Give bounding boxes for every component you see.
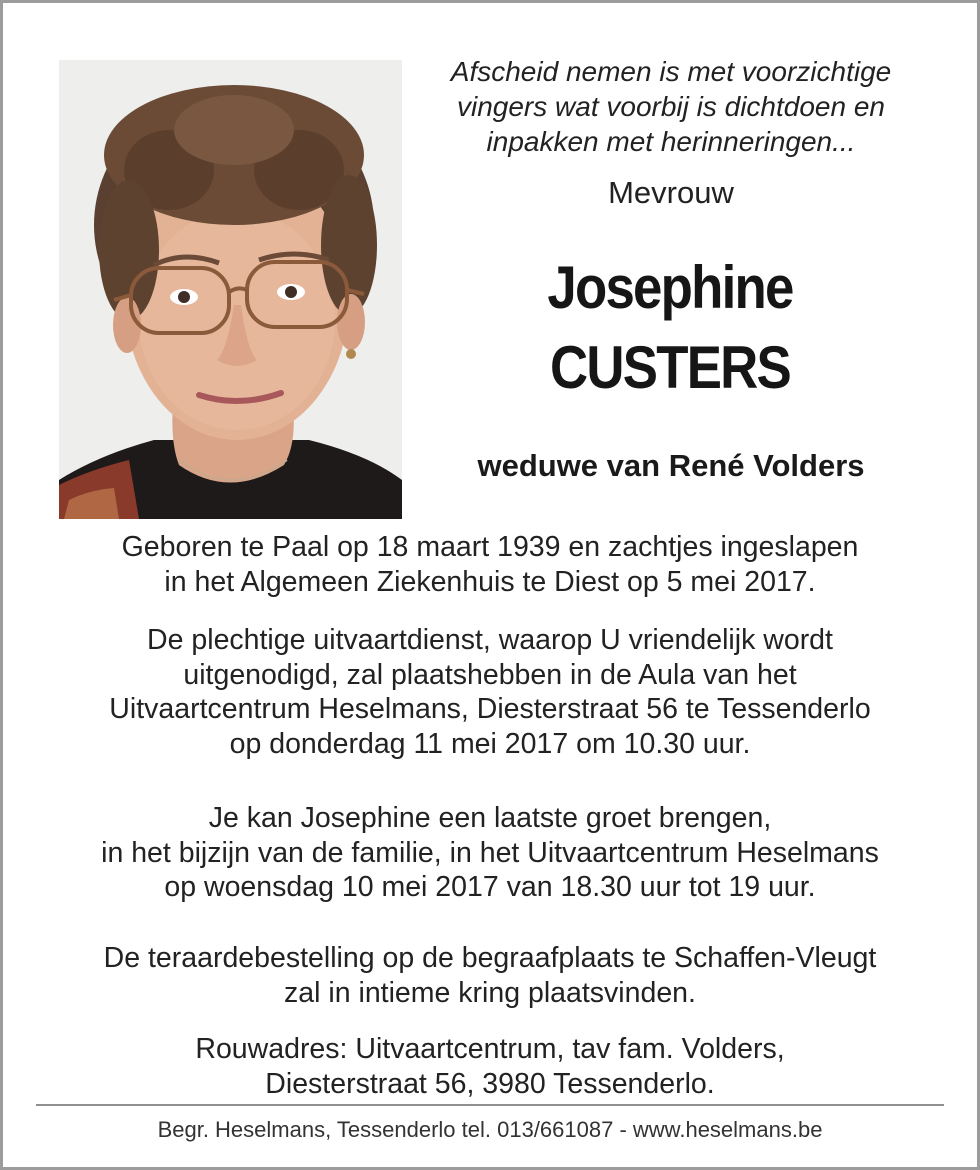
quote-line: vingers wat voorbij is dichtdoen en — [456, 91, 885, 122]
portrait-photo — [59, 60, 402, 519]
paragraph-line: in het Algemeen Ziekenhuis te Diest op 5 mei 2017. — [164, 565, 816, 598]
paragraph-line: Rouwadres: Uitvaartcentrum, tav fam. Volders, — [195, 1033, 785, 1065]
paragraph-line: De plechtige uitvaartdienst, waarop U vriendelijk wordt — [147, 624, 833, 656]
paragraph-line: op woensdag 10 mei 2017 van 18.30 uur tot 19 uur. — [164, 871, 816, 903]
funeral-service-paragraph — [30, 623, 950, 761]
paragraph-line: De teraardebestelling op de begraafplaats te Schaffen-Vleugt — [103, 942, 877, 974]
paragraph-line: in het bijzijn van de familie, in het Uitvaartcentrum Heselmans — [101, 836, 879, 869]
funeral-home-footer: Begr. Heselmans, Tessenderlo tel. 013/661087 - www.heselmans.be — [157, 1117, 823, 1142]
quote-line: inpakken met herinneringen... — [486, 126, 856, 157]
paragraph-line: Diesterstraat 56, 3980 Tessenderlo. — [265, 1067, 715, 1100]
mourning-address-paragraph — [30, 1032, 950, 1101]
birth-death-paragraph — [30, 530, 950, 599]
paragraph-line: uitgenodigd, zal plaatshebben in de Aula van het — [183, 658, 797, 691]
burial-paragraph — [30, 941, 950, 1010]
quote-line: Afscheid nemen is met voorzichtige — [450, 56, 892, 87]
last-name: CUSTERS — [550, 334, 790, 401]
spouse-line: weduwe van René Volders — [477, 448, 865, 483]
visitation-paragraph — [30, 801, 950, 905]
first-name: Josephine — [547, 254, 793, 321]
paragraph-line: Geboren te Paal op 18 maart 1939 en zachtjes ingeslapen — [121, 531, 859, 563]
honorific: Mevrouw — [608, 175, 734, 210]
paragraph-line: zal in intieme kring plaatsvinden. — [284, 976, 696, 1009]
paragraph-line: Je kan Josephine een laatste groet brengen, — [208, 802, 772, 834]
paragraph-line: Uitvaartcentrum Heselmans, Diesterstraat 56 te Tessenderlo — [109, 693, 871, 725]
paragraph-line: op donderdag 11 mei 2017 om 10.30 uur. — [229, 727, 751, 760]
memorial-quote — [415, 54, 927, 159]
footer-divider — [36, 1104, 944, 1106]
